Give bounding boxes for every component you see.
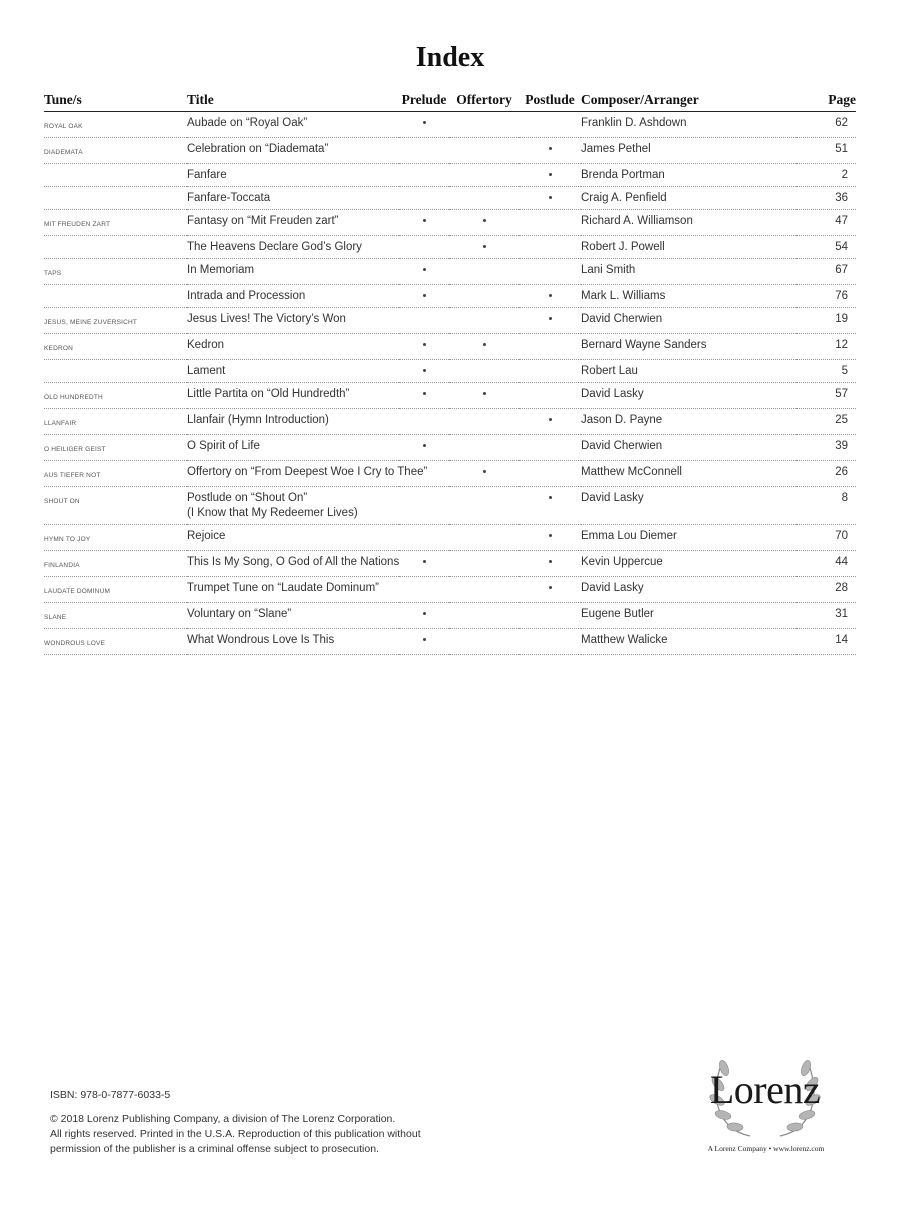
page-number: 54 xyxy=(796,236,856,259)
composer-name: Robert Lau xyxy=(581,360,796,383)
page-number: 25 xyxy=(796,409,856,435)
composer-name: Bernard Wayne Sanders xyxy=(581,334,796,360)
piece-title-line: Rejoice xyxy=(187,530,226,542)
postlude-cell xyxy=(519,409,581,435)
offertory-cell xyxy=(449,360,519,383)
page-number: 19 xyxy=(796,308,856,334)
piece-title-line: This Is My Song, O God of All the Nations xyxy=(187,556,400,568)
offertory-cell xyxy=(449,334,519,360)
postlude-cell xyxy=(519,435,581,461)
tune-name: FINLANDIA xyxy=(44,551,187,577)
table-row xyxy=(44,487,856,525)
postlude-cell xyxy=(519,308,581,334)
postlude-cell xyxy=(519,629,581,655)
piece-title-line: The Heavens Declare God’s Glory xyxy=(187,241,362,253)
table-row xyxy=(44,603,856,629)
composer-name: Jason D. Payne xyxy=(581,409,796,435)
offertory-cell xyxy=(449,236,519,259)
table-row xyxy=(44,210,856,236)
piece-title-line: What Wondrous Love Is This xyxy=(187,634,335,646)
composer-name: David Cherwien xyxy=(581,435,796,461)
piece-title-line: Fantasy on “Mit Freuden zart” xyxy=(187,215,339,227)
page-number: 31 xyxy=(796,603,856,629)
copyright-line: All rights reserved. Printed in the U.S.A. Reproduction of this publication without xyxy=(50,1128,421,1140)
postlude-cell xyxy=(519,603,581,629)
postlude-cell xyxy=(519,285,581,308)
offertory-cell xyxy=(449,187,519,210)
piece-title-line: Intrada and Procession xyxy=(187,290,306,302)
prelude-cell xyxy=(399,551,449,577)
table-row xyxy=(44,308,856,334)
piece-title xyxy=(187,164,399,187)
offertory-cell xyxy=(449,285,519,308)
offertory-cell xyxy=(449,383,519,409)
page-number: 5 xyxy=(796,360,856,383)
prelude-cell xyxy=(399,603,449,629)
header-row xyxy=(44,90,856,112)
tune-name: LAUDATE DOMINUM xyxy=(44,577,187,603)
prelude-cell xyxy=(399,210,449,236)
postlude-cell xyxy=(519,138,581,164)
tune-name: JESUS, MEINE ZUVERSICHT xyxy=(44,308,187,334)
piece-title-line: Llanfair (Hymn Introduction) xyxy=(187,414,329,426)
postlude-cell xyxy=(519,334,581,360)
table-row xyxy=(44,236,856,259)
tune-name: ROYAL OAK xyxy=(44,112,187,138)
col-header-composer: Composer/Arranger xyxy=(581,90,796,112)
table-row xyxy=(44,551,856,577)
tune-name: LLANFAIR xyxy=(44,409,187,435)
composer-name: Eugene Butler xyxy=(581,603,796,629)
postlude-bullet-icon xyxy=(549,317,552,320)
postlude-bullet-icon xyxy=(549,586,552,589)
table-row xyxy=(44,525,856,551)
piece-title xyxy=(187,360,399,383)
postlude-bullet-icon xyxy=(549,534,552,537)
page-number: 14 xyxy=(796,629,856,655)
page-number: 8 xyxy=(796,487,856,525)
piece-title-line: Fanfare-Toccata xyxy=(187,192,271,204)
piece-title xyxy=(187,334,399,360)
prelude-cell xyxy=(399,308,449,334)
table-row xyxy=(44,629,856,655)
composer-name: David Lasky xyxy=(581,383,796,409)
postlude-cell xyxy=(519,187,581,210)
prelude-cell xyxy=(399,525,449,551)
page-title: Index xyxy=(415,42,485,73)
col-header-postlude: Postlude xyxy=(519,90,581,112)
prelude-bullet-icon xyxy=(423,343,426,346)
piece-title xyxy=(187,259,399,285)
offertory-cell xyxy=(449,629,519,655)
postlude-bullet-icon xyxy=(549,147,552,150)
logo-tagline: A Lorenz Company • www.lorenz.com xyxy=(707,1144,825,1153)
postlude-cell xyxy=(519,360,581,383)
piece-title-line: Trumpet Tune on “Laudate Dominum” xyxy=(187,582,379,594)
postlude-cell xyxy=(519,383,581,409)
prelude-cell xyxy=(399,187,449,210)
prelude-cell xyxy=(399,383,449,409)
table-row xyxy=(44,383,856,409)
isbn-text: ISBN: 978-0-7877-6033-5 xyxy=(50,1089,171,1101)
tune-name: MIT FREUDEN ZART xyxy=(44,210,187,236)
prelude-cell xyxy=(399,629,449,655)
offertory-cell xyxy=(449,210,519,236)
prelude-cell xyxy=(399,334,449,360)
offertory-cell xyxy=(449,409,519,435)
postlude-bullet-icon xyxy=(549,173,552,176)
tune-name xyxy=(44,164,187,187)
prelude-bullet-icon xyxy=(423,219,426,222)
composer-name: David Cherwien xyxy=(581,308,796,334)
piece-title xyxy=(187,603,399,629)
offertory-cell xyxy=(449,487,519,525)
piece-title-line: Offertory on “From Deepest Woe I Cry to Thee” xyxy=(187,466,428,478)
copyright-line: permission of the publisher is a criminal offense subject to prosecution. xyxy=(50,1143,379,1155)
piece-title-line: Aubade on “Royal Oak” xyxy=(187,117,308,129)
col-header-tune: Tune/s xyxy=(44,90,187,112)
offertory-cell xyxy=(449,435,519,461)
composer-name: Matthew Walicke xyxy=(581,629,796,655)
prelude-bullet-icon xyxy=(423,638,426,641)
composer-name: Mark L. Williams xyxy=(581,285,796,308)
table-row xyxy=(44,334,856,360)
composer-name: Brenda Portman xyxy=(581,164,796,187)
prelude-cell xyxy=(399,236,449,259)
piece-title-line: O Spirit of Life xyxy=(187,440,260,452)
offertory-cell xyxy=(449,164,519,187)
postlude-cell xyxy=(519,259,581,285)
page-number: 12 xyxy=(796,334,856,360)
page-number: 26 xyxy=(796,461,856,487)
col-header-offertory: Offertory xyxy=(449,90,519,112)
postlude-bullet-icon xyxy=(549,496,552,499)
piece-title xyxy=(187,629,399,655)
piece-subtitle-line: (I Know that My Redeemer Lives) xyxy=(187,507,358,519)
offertory-bullet-icon xyxy=(483,245,486,248)
offertory-bullet-icon xyxy=(483,470,486,473)
table-row xyxy=(44,461,856,487)
composer-name: Matthew McConnell xyxy=(581,461,796,487)
composer-name: Robert J. Powell xyxy=(581,236,796,259)
offertory-cell xyxy=(449,112,519,138)
offertory-cell xyxy=(449,551,519,577)
table-row xyxy=(44,112,856,138)
page-number: 47 xyxy=(796,210,856,236)
piece-title xyxy=(187,138,399,164)
postlude-cell xyxy=(519,551,581,577)
offertory-bullet-icon xyxy=(483,219,486,222)
prelude-bullet-icon xyxy=(423,612,426,615)
tune-name xyxy=(44,285,187,308)
postlude-cell xyxy=(519,487,581,525)
tune-name: OLD HUNDREDTH xyxy=(44,383,187,409)
piece-title-line: In Memoriam xyxy=(187,264,255,276)
piece-title-line: Voluntary on “Slane” xyxy=(187,608,292,620)
offertory-bullet-icon xyxy=(483,343,486,346)
piece-title xyxy=(187,487,399,525)
tune-name: HYMN TO JOY xyxy=(44,525,187,551)
piece-title xyxy=(187,551,399,577)
prelude-bullet-icon xyxy=(423,444,426,447)
piece-title-line: Celebration on “Diademata” xyxy=(187,143,329,155)
tune-name: SHOUT ON xyxy=(44,487,187,525)
composer-name: Richard A. Williamson xyxy=(581,210,796,236)
offertory-cell xyxy=(449,603,519,629)
composer-name: David Lasky xyxy=(581,487,796,525)
prelude-cell xyxy=(399,487,449,525)
table-row xyxy=(44,187,856,210)
piece-title xyxy=(187,210,399,236)
piece-title-line: Postlude on “Shout On” xyxy=(187,492,308,504)
postlude-cell xyxy=(519,210,581,236)
prelude-bullet-icon xyxy=(423,392,426,395)
postlude-bullet-icon xyxy=(549,196,552,199)
prelude-cell xyxy=(399,360,449,383)
logo-wordmark: Lorenz xyxy=(709,1067,821,1112)
offertory-bullet-icon xyxy=(483,392,486,395)
piece-title xyxy=(187,383,399,409)
page-number: 2 xyxy=(796,164,856,187)
prelude-bullet-icon xyxy=(423,121,426,124)
col-header-title: Title xyxy=(187,90,399,112)
copyright-line: © 2018 Lorenz Publishing Company, a division of The Lorenz Corporation. xyxy=(50,1113,396,1125)
tune-name: O HEILIGER GEIST xyxy=(44,435,187,461)
prelude-bullet-icon xyxy=(423,369,426,372)
col-header-page: Page xyxy=(796,90,856,112)
composer-name: Lani Smith xyxy=(581,259,796,285)
page-number: 76 xyxy=(796,285,856,308)
tune-name: AUS TIEFER NOT xyxy=(44,461,187,487)
piece-title xyxy=(187,236,399,259)
composer-name: David Lasky xyxy=(581,577,796,603)
prelude-cell xyxy=(399,435,449,461)
table-row xyxy=(44,360,856,383)
prelude-cell xyxy=(399,577,449,603)
tune-name xyxy=(44,360,187,383)
tune-name: TAPS xyxy=(44,259,187,285)
prelude-cell xyxy=(399,285,449,308)
page-number: 51 xyxy=(796,138,856,164)
page-number: 67 xyxy=(796,259,856,285)
col-header-prelude: Prelude xyxy=(399,90,449,112)
postlude-cell xyxy=(519,112,581,138)
postlude-bullet-icon xyxy=(549,560,552,563)
page-number: 28 xyxy=(796,577,856,603)
table-row xyxy=(44,138,856,164)
prelude-bullet-icon xyxy=(423,560,426,563)
page-number: 70 xyxy=(796,525,856,551)
prelude-cell xyxy=(399,409,449,435)
piece-title xyxy=(187,187,399,210)
tune-name xyxy=(44,236,187,259)
piece-title xyxy=(187,285,399,308)
table-row xyxy=(44,577,856,603)
tune-name xyxy=(44,187,187,210)
piece-title-line: Little Partita on “Old Hundredth” xyxy=(187,388,350,400)
prelude-bullet-icon xyxy=(423,294,426,297)
index-table xyxy=(44,90,856,655)
tune-name: SLANE xyxy=(44,603,187,629)
postlude-bullet-icon xyxy=(549,294,552,297)
table-row xyxy=(44,259,856,285)
composer-name: James Pethel xyxy=(581,138,796,164)
page-number: 39 xyxy=(796,435,856,461)
copyright-block xyxy=(50,1088,470,1157)
postlude-cell xyxy=(519,461,581,487)
composer-name: Kevin Uppercue xyxy=(581,551,796,577)
postlude-cell xyxy=(519,164,581,187)
offertory-cell xyxy=(449,259,519,285)
offertory-cell xyxy=(449,525,519,551)
piece-title xyxy=(187,435,399,461)
piece-title xyxy=(187,525,399,551)
piece-title-line: Fanfare xyxy=(187,169,227,181)
prelude-cell xyxy=(399,138,449,164)
tune-name: WONDROUS LOVE xyxy=(44,629,187,655)
table-row xyxy=(44,164,856,187)
prelude-cell xyxy=(399,112,449,138)
page-number: 36 xyxy=(796,187,856,210)
prelude-cell xyxy=(399,164,449,187)
composer-name: Craig A. Penfield xyxy=(581,187,796,210)
page-number: 57 xyxy=(796,383,856,409)
piece-title-line: Jesus Lives! The Victory’s Won xyxy=(187,313,346,325)
offertory-cell xyxy=(449,577,519,603)
postlude-cell xyxy=(519,525,581,551)
tune-name: DIADEMATA xyxy=(44,138,187,164)
offertory-cell xyxy=(449,308,519,334)
postlude-cell xyxy=(519,236,581,259)
table-row xyxy=(44,435,856,461)
piece-title xyxy=(187,577,399,603)
piece-title xyxy=(187,409,399,435)
table-row xyxy=(44,285,856,308)
table-row xyxy=(44,409,856,435)
offertory-cell xyxy=(449,461,519,487)
tune-name: KEDRON xyxy=(44,334,187,360)
composer-name: Emma Lou Diemer xyxy=(581,525,796,551)
piece-title-line: Kedron xyxy=(187,339,225,351)
page-number: 44 xyxy=(796,551,856,577)
piece-title xyxy=(187,308,399,334)
publisher-logo xyxy=(690,1040,850,1160)
postlude-bullet-icon xyxy=(549,418,552,421)
composer-name: Franklin D. Ashdown xyxy=(581,112,796,138)
prelude-cell xyxy=(399,259,449,285)
piece-title-line: Lament xyxy=(187,365,226,377)
piece-title xyxy=(187,461,428,487)
piece-title xyxy=(187,112,399,138)
offertory-cell xyxy=(449,138,519,164)
prelude-bullet-icon xyxy=(423,268,426,271)
postlude-cell xyxy=(519,577,581,603)
page-number: 62 xyxy=(796,112,856,138)
